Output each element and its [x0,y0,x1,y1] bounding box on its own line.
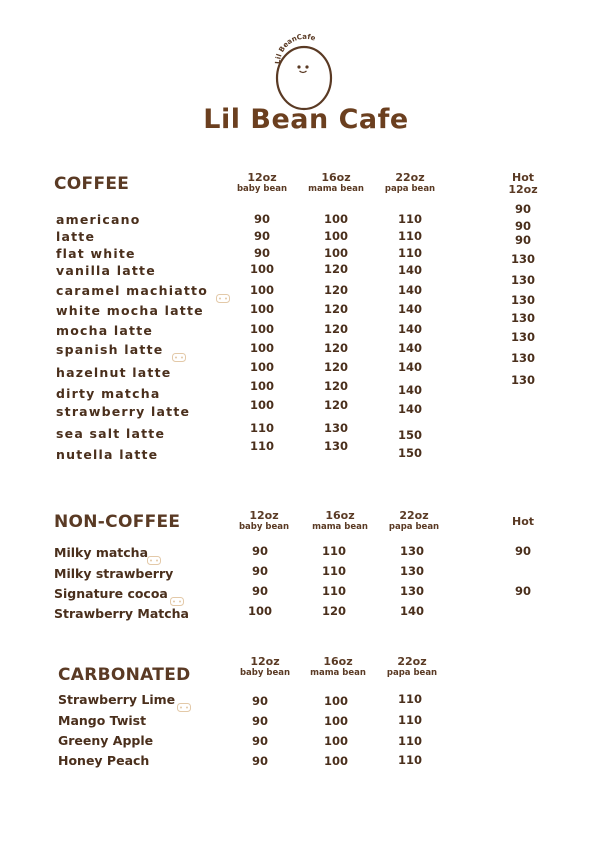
bean-badge-icon [170,591,184,600]
hot-header: Hot [511,515,535,528]
bean-badge-icon [216,288,230,297]
menu-item-name: strawberry latte [56,404,191,419]
price-22oz: 140 [397,263,422,277]
price-22oz: 110 [397,212,422,226]
menu-item-name: Signature cocoa [54,586,168,601]
price-22oz: 140 [397,383,422,397]
price-12oz: 90 [253,212,270,226]
price-22oz: 140 [397,322,422,336]
price-hot-12oz: 130 [510,252,535,266]
price-22oz: 140 [397,402,422,416]
price-22oz: 130 [399,564,424,578]
price-12oz: 90 [251,584,268,598]
size-name-s: baby bean [236,184,288,194]
price-hot-12oz: 90 [514,202,531,216]
menu-item-name: Mango Twist [58,713,147,728]
price-16oz: 100 [323,694,348,708]
menu-item-name: Honey Peach [58,753,150,768]
size-name-m: mama bean [310,668,366,678]
section-title-carbonated: CARBONATED [58,665,191,685]
price-hot-12oz: 130 [510,273,535,287]
menu-item-name: caramel machiatto [56,283,209,298]
price-12oz: 100 [249,302,274,316]
price-22oz: 130 [399,584,424,598]
price-hot-12oz: 130 [510,351,535,365]
menu-item-name: vanilla latte [56,263,156,278]
price-16oz: 120 [323,398,348,412]
price-16oz: 120 [323,379,348,393]
menu-item-name: white mocha latte [56,303,204,318]
size-oz-s: 12oz [247,171,277,184]
price-12oz: 100 [249,398,274,412]
price-12oz: 100 [247,604,272,618]
price-12oz: 100 [249,341,274,355]
price-hot-12oz: 130 [510,330,535,344]
price-hot: 90 [514,584,531,598]
size-name-l: papa bean [384,184,436,194]
price-16oz: 100 [323,754,348,768]
price-22oz: 130 [399,544,424,558]
menu-item-name: Milky matcha [54,545,149,560]
price-12oz: 90 [251,694,268,708]
size-oz-m: 16oz [325,509,355,522]
bean-badge-icon [172,347,186,356]
price-12oz: 90 [251,564,268,578]
price-hot-12oz: 90 [514,219,531,233]
price-16oz: 100 [323,229,348,243]
price-16oz: 100 [323,212,348,226]
price-12oz: 110 [249,439,274,453]
price-hot-12oz: 130 [510,373,535,387]
price-12oz: 90 [251,754,268,768]
price-16oz: 130 [323,421,348,435]
price-12oz: 90 [251,734,268,748]
price-16oz: 100 [323,246,348,260]
size-name-l: papa bean [388,522,440,532]
price-12oz: 90 [253,229,270,243]
size-oz-m: 16oz [321,171,351,184]
price-12oz: 100 [249,360,274,374]
bean-badge-icon [177,697,191,706]
size-oz-s: 12oz [250,655,280,668]
size-name-s: baby bean [238,522,290,532]
price-22oz: 140 [397,360,422,374]
price-16oz: 120 [321,604,346,618]
price-22oz: 140 [397,341,422,355]
menu-item-name: mocha latte [56,323,154,338]
bean-logo-icon [266,30,342,114]
menu-item-name: americano [56,212,141,227]
price-12oz: 100 [249,322,274,336]
menu-item-name: latte [56,229,96,244]
menu-item-name: spanish latte [56,342,164,357]
price-16oz: 120 [323,283,348,297]
price-16oz: 110 [321,544,346,558]
menu-item-name: flat white [56,246,136,261]
section-title-coffee: COFFEE [54,174,130,194]
size-name-l: papa bean [386,668,438,678]
brand-arc-text: Lil BeanCafe [273,32,317,65]
size-oz-s: 12oz [249,509,279,522]
price-12oz: 110 [249,421,274,435]
price-22oz: 140 [397,302,422,316]
price-12oz: 100 [249,262,274,276]
price-12oz: 90 [251,544,268,558]
price-16oz: 120 [323,322,348,336]
bean-badge-icon [147,550,161,559]
price-16oz: 100 [323,734,348,748]
price-22oz: 110 [397,734,422,748]
size-oz-l: 22oz [395,171,425,184]
price-16oz: 120 [323,341,348,355]
price-12oz: 90 [251,714,268,728]
price-22oz: 110 [397,753,422,767]
price-22oz: 110 [397,713,422,727]
size-name-m: mama bean [312,522,368,532]
price-12oz: 100 [249,379,274,393]
brand-title: Lil Bean Cafe [203,104,409,135]
price-22oz: 150 [397,446,422,460]
price-22oz: 140 [397,283,422,297]
price-hot: 90 [514,544,531,558]
price-16oz: 100 [323,714,348,728]
size-oz-l: 22oz [399,509,429,522]
size-name-s: baby bean [239,668,291,678]
size-oz-m: 16oz [323,655,353,668]
price-16oz: 120 [323,302,348,316]
hot-oz-header: 12oz [508,183,538,196]
menu-item-name: Strawberry Lime [58,692,176,707]
price-12oz: 100 [249,283,274,297]
menu-item-name: hazelnut latte [56,365,172,380]
menu-item-name: Strawberry Matcha [54,606,189,621]
price-hot-12oz: 130 [510,311,535,325]
price-22oz: 150 [397,428,422,442]
price-22oz: 110 [397,246,422,260]
price-16oz: 110 [321,584,346,598]
price-22oz: 140 [399,604,424,618]
price-16oz: 120 [323,360,348,374]
hot-header: Hot [511,171,535,184]
size-oz-l: 22oz [397,655,427,668]
menu-item-name: nutella latte [56,447,159,462]
price-22oz: 110 [397,229,422,243]
menu-item-name: Greeny Apple [58,733,154,748]
menu-item-name: dirty matcha [56,386,161,401]
menu-item-name: Milky strawberry [54,566,174,581]
price-16oz: 130 [323,439,348,453]
section-title-noncoffee: NON-COFFEE [54,512,181,532]
menu-item-name: sea salt latte [56,426,166,441]
price-16oz: 110 [321,564,346,578]
size-name-m: mama bean [308,184,364,194]
price-hot-12oz: 90 [514,233,531,247]
price-12oz: 90 [253,246,270,260]
price-22oz: 110 [397,692,422,706]
price-16oz: 120 [323,262,348,276]
price-hot-12oz: 130 [510,293,535,307]
